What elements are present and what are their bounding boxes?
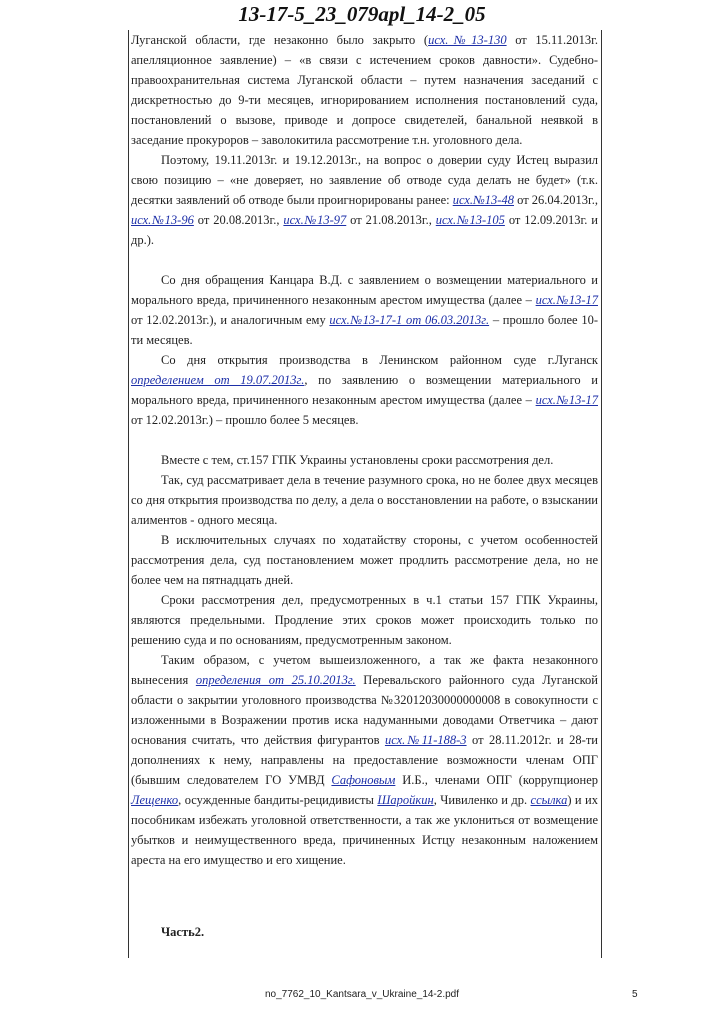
footer-filename: no_7762_10_Kantsara_v_Ukraine_14-2.pdf	[264, 989, 460, 1000]
reference-link[interactable]: исх.№13-17-1 от 06.03.2013г.	[329, 313, 490, 327]
reference-link[interactable]: определения от 25.10.2013г.	[195, 673, 356, 687]
paragraph-7: В исключительных случаях по ходатайству стороны, с учетом особенностей рассмотрения дела, суд постановлением может продлить рассмотрение дела, но не более чем на пятнадцать дней.	[131, 533, 598, 587]
paragraph-5: Вместе с тем, ст.157 ГПК Украины установлены сроки рассмотрения дел.	[161, 453, 554, 467]
right-margin-rule	[601, 30, 602, 958]
reference-link[interactable]: исх.№13-105	[435, 213, 505, 227]
reference-link[interactable]: исх.№13-17	[535, 393, 598, 407]
paragraph-8: Сроки рассмотрения дел, предусмотренных в ч.1 статьи 157 ГПК Украины, являются предельными. Продление этих сроков может происходить только по решению суда и по основаниям, предусмотренным законом.	[131, 593, 598, 647]
person-link[interactable]: Сафоновым	[331, 773, 396, 787]
reference-link[interactable]: исх.№13-97	[283, 213, 347, 227]
reference-link[interactable]: исх.№13-48	[452, 193, 514, 207]
source-link[interactable]: ссылка	[530, 793, 568, 807]
left-margin-rule	[128, 30, 129, 958]
reference-link[interactable]: исх.№11-188-3	[384, 733, 467, 747]
paragraph-6: Так, суд рассматривает дела в течение разумного срока, но не более двух месяцев со дня открытия производства по делу, а дела о восстановлении на работе, о взыскании алиментов - одного месяца.	[131, 473, 598, 527]
paragraph-3: Со дня обращения Канцара В.Д. с заявлением о возмещении материального и морального вреда, причиненного незаконным арестом имущества (далее – исх.№13-17 от 12.02.2013г.), и аналогичным ему исх.№13-17-1 от 06.03.2013г. – прошло более 10-ти месяцев.	[131, 273, 598, 347]
document-header: 13-17-5_23_079apl_14-2_05	[238, 2, 486, 26]
paragraph-9: Таким образом, с учетом вышеизложенного, а так же факта незаконного вынесения определения от 25.10.2013г. Перевальского районного суда Луганской области о закрытии уголовного производства №32012030000000008 в совокупности с изложенными в Возражении против иска надуманными доводами Ответчика – дают основания считать, что действия фигурантов исх.№11-188-3 от 28.11.2012г. и 28-ти дополнениях к нему, направлены на предоставление возможности членам ОПГ (бывшим следователем ГО УМВД Сафоновым И.Б., членами ОПГ (коррупционер Лещенко, осужденные бандиты-рецидивисты Шаройкин, Чивиленко и др. ссылка) и их пособникам избежать уголовной ответственности, а так же уклониться от возмещение убытков и неимущественного вреда, причиненных Истцу незаконным наложением ареста на его имущество и его хищение.	[131, 653, 599, 867]
reference-link[interactable]: исх.№13-96	[131, 213, 194, 227]
person-link[interactable]: Лещенко	[131, 793, 179, 807]
page-number: 5	[632, 989, 638, 1000]
reference-link[interactable]: исх.№13-17	[535, 293, 598, 307]
paragraph-1: Луганской области, где незаконно было закрыто (исх.№13-130 от 15.11.2013г. апелляционное заявление) – «в связи с истечением сроков давности». Судебно-правоохранительная система Луганской области – путем назначения заседаний с дискретностью до 9-ти месяцев, игнорированием исполнения постановлений суда, постановлений о вызове, приводе и допросе свидетелей, банальной неявкой в заседание прокуроров – заволокитила рассмотрение т.н. уголовного дела.	[131, 33, 599, 147]
document-body	[131, 30, 598, 942]
person-link[interactable]: Шаройкин	[377, 793, 434, 807]
reference-link[interactable]: исх.№13-130	[428, 33, 507, 47]
part-heading: Часть2.	[161, 925, 205, 939]
reference-link[interactable]: определением от 19.07.2013г.	[131, 373, 305, 387]
paragraph-4: Со дня открытия производства в Ленинском районном суде г.Луганск определением от 19.07.2013г., по заявлению о возмещении материального и морального вреда, причиненного незаконным арестом имущества (далее – исх.№13-17 от 12.02.2013г.) – прошло более 5 месяцев.	[131, 353, 598, 427]
paragraph-2: Поэтому, 19.11.2013г. и 19.12.2013г., на вопрос о доверии суду Истец выразил свою позицию – «не доверяет, но заявление об отводе суда делать не будет» (т.к. десятки заявлений об отводе были проигнорированы ранее: исх.№13-48 от 26.04.2013г., исх.№13-96 от 20.08.2013г., исх.№13-97 от 21.08.2013г., исх.№13-105 от 12.09.2013г. и др.).	[131, 153, 598, 247]
